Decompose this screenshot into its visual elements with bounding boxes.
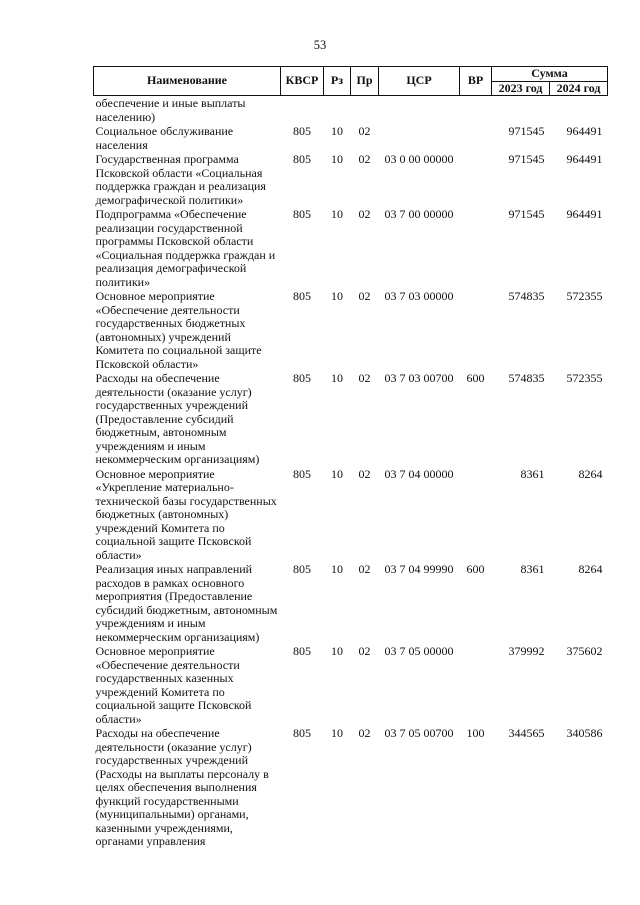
row-name: Основное мероприятие «Укрепление материально-технической базы государственных бюджетных (автономных) учреждений Комитета по социальной защите Псковской области» — [95, 466, 277, 562]
row-kvsr: 805 — [293, 371, 311, 385]
row-pr: 02 — [358, 371, 371, 385]
header-name: Наименование — [94, 67, 281, 96]
row-sum-2023: 8361 — [520, 466, 545, 481]
row-csr: 03 7 03 00700 — [384, 371, 454, 385]
row-kvsr: 805 — [293, 726, 311, 740]
row-pr: 02 — [358, 466, 371, 481]
row-kvsr: 805 — [293, 466, 311, 481]
row-pr: 02 — [358, 124, 371, 138]
row-pr: 02 — [358, 562, 371, 576]
row-pr: 02 — [358, 644, 371, 658]
row-pr — [351, 96, 379, 125]
row-rz: 10 — [331, 644, 343, 658]
row-name: Основное мероприятие «Обеспечение деятельности государственных бюджетных (автономных) учреждений Комитета по социальной защите Псковской области» — [95, 289, 262, 371]
table-row — [94, 726, 608, 849]
table-row — [94, 152, 608, 207]
row-vr — [460, 207, 492, 289]
row-vr: 600 — [466, 562, 485, 576]
row-sum-2024: 8264 — [578, 562, 603, 576]
row-name: Расходы на обеспечение деятельности (оказание услуг) государственных учреждений (Предоставление субсидий бюджетным, автономным учреждениям и иным некоммерческим организациям) — [95, 371, 260, 466]
row-sum-2023: 971545 — [508, 124, 545, 138]
row-sum-2024: 964491 — [566, 152, 603, 166]
row-sum-2024: 340586 — [566, 726, 603, 740]
row-vr: 600 — [466, 371, 485, 385]
table-row — [94, 562, 608, 644]
header-csr: ЦСР — [379, 67, 460, 96]
row-vr — [460, 467, 492, 563]
row-sum-2023: 574835 — [508, 289, 545, 303]
row-sum-2024 — [550, 96, 608, 125]
row-pr: 02 — [358, 289, 371, 303]
row-name: Подпрограмма «Обеспечение реализации государственной программы Псковской области «Социальная поддержка граждан и реализация демографической политики» — [95, 207, 276, 289]
row-sum-2023: 379992 — [508, 644, 545, 658]
row-csr: 03 7 04 99990 — [384, 562, 454, 576]
row-kvsr: 805 — [293, 124, 311, 138]
row-sum-2023: 574835 — [508, 371, 545, 385]
header-pr: Пр — [351, 67, 379, 96]
row-rz: 10 — [331, 371, 343, 385]
row-kvsr: 805 — [293, 207, 311, 221]
table-body — [94, 96, 608, 849]
row-rz — [324, 96, 351, 125]
table-row — [94, 124, 608, 152]
row-rz: 10 — [331, 207, 343, 221]
header-year-2023: 2023 год — [492, 81, 550, 96]
row-name: Реализация иных направлений расходов в рамках основного мероприятия (Предоставление субсидий бюджетным, автономным учреждениям и иным некоммерческим организациям) — [95, 562, 278, 644]
row-sum-2024: 572355 — [566, 371, 603, 385]
table-row — [94, 289, 608, 371]
header-kvsr: КВСР — [281, 67, 324, 96]
row-sum-2023: 971545 — [508, 152, 545, 166]
row-csr: 03 7 05 00700 — [384, 726, 454, 740]
header-year-2024: 2024 год — [550, 81, 608, 96]
header-rz: Рз — [324, 67, 351, 96]
table-header — [94, 67, 608, 96]
budget-table — [93, 66, 608, 849]
table-row — [94, 644, 608, 726]
header-sum: Сумма — [492, 67, 608, 82]
row-pr: 02 — [358, 726, 371, 740]
row-pr: 02 — [358, 207, 371, 221]
row-vr — [460, 152, 492, 207]
row-kvsr: 805 — [293, 152, 311, 166]
row-csr: 03 7 00 00000 — [384, 207, 454, 221]
table-row — [94, 467, 608, 563]
row-sum-2023: 8361 — [520, 562, 545, 576]
row-name: Социальное обслуживание населения — [95, 124, 234, 152]
row-rz: 10 — [331, 562, 343, 576]
row-sum-2024: 964491 — [566, 207, 603, 221]
row-name: обеспечение и иные выплаты населению) — [95, 96, 246, 124]
row-vr — [460, 96, 492, 125]
row-vr — [460, 289, 492, 371]
row-name: Расходы на обеспечение деятельности (оказание услуг) государственных учреждений (Расходы на выплаты персоналу в целях обеспечения выполнения функций государственными (муниципальными) органами, казенными учреждениями, органами управления — [95, 726, 269, 848]
row-vr — [460, 124, 492, 152]
row-vr: 100 — [466, 726, 485, 740]
row-name: Основное мероприятие «Обеспечение деятельности государственных казенных учреждений Комитета по социальной защите Псковской области» — [95, 644, 252, 726]
row-rz: 10 — [331, 289, 343, 303]
row-sum-2024: 8264 — [578, 466, 603, 481]
row-csr: 03 7 05 00000 — [384, 644, 454, 658]
row-name: Государственная программа Псковской области «Социальная поддержка граждан и реализация демографической политики» — [95, 152, 266, 207]
row-sum-2023: 344565 — [508, 726, 545, 740]
row-rz: 10 — [331, 124, 343, 138]
row-sum-2024: 964491 — [566, 124, 603, 138]
table-row — [94, 96, 608, 125]
row-csr — [379, 96, 460, 125]
row-sum-2023 — [492, 96, 550, 125]
row-pr: 02 — [358, 152, 371, 166]
row-csr: 03 7 04 00000 — [384, 466, 454, 481]
row-csr — [379, 124, 460, 152]
row-kvsr — [281, 96, 324, 125]
row-vr — [460, 644, 492, 726]
row-kvsr: 805 — [293, 644, 311, 658]
row-csr: 03 7 03 00000 — [384, 289, 454, 303]
table-row — [94, 371, 608, 467]
table-row — [94, 207, 608, 289]
page-number: 53 — [313, 38, 327, 52]
row-sum-2024: 375602 — [566, 644, 603, 658]
header-vr: ВР — [460, 67, 492, 96]
row-rz: 10 — [331, 466, 343, 481]
row-sum-2024: 572355 — [566, 289, 603, 303]
row-rz: 10 — [331, 726, 343, 740]
row-rz: 10 — [331, 152, 343, 166]
row-csr: 03 0 00 00000 — [384, 152, 454, 166]
row-kvsr: 805 — [293, 289, 311, 303]
row-kvsr: 805 — [293, 562, 311, 576]
row-sum-2023: 971545 — [508, 207, 545, 221]
